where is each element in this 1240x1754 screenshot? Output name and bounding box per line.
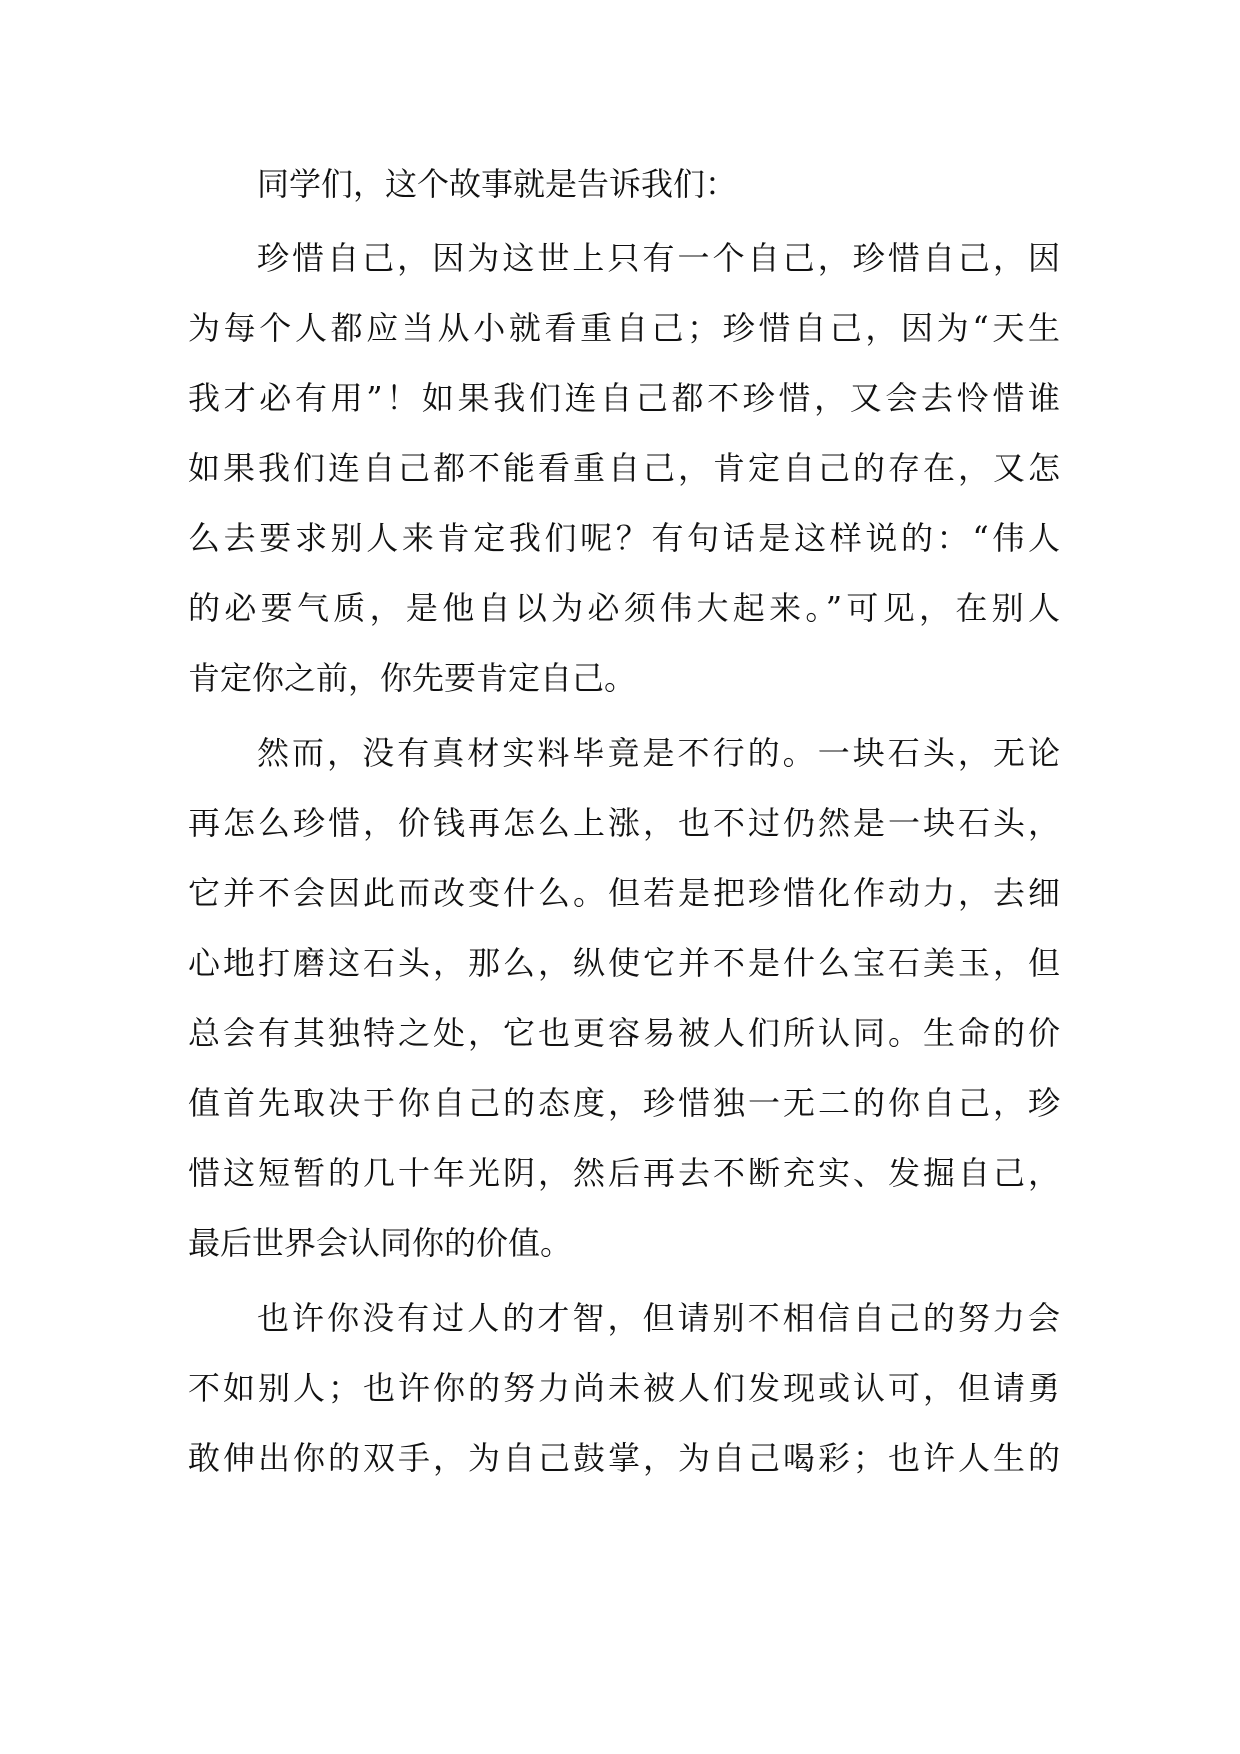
text-line: 同学们，这个故事就是告诉我们： [257, 165, 738, 203]
text-line: 惜这短暂的几十年光阴，然后再去不断充实、发掘自己， [188, 1154, 1060, 1192]
text-line: 它并不会因此而改变什么。但若是把珍惜化作动力，去细 [188, 874, 1060, 912]
text-line: 么去要求别人来肯定我们呢？有句话是这样说的：“伟人 [188, 519, 1060, 557]
text-line: 值首先取决于你自己的态度，珍惜独一无二的你自己，珍 [188, 1084, 1060, 1122]
text-line: 为每个人都应当从小就看重自己；珍惜自己，因为“天生 [188, 309, 1060, 347]
text-line: 珍惜自己，因为这世上只有一个自己，珍惜自己，因 [257, 239, 1060, 277]
text-line: 最后世界会认同你的价值。 [188, 1224, 573, 1262]
text-line: 总会有其独特之处，它也更容易被人们所认同。生命的价 [188, 1014, 1060, 1052]
text-line: 也许你没有过人的才智，但请别不相信自己的努力会 [257, 1299, 1060, 1337]
text-line: 敢伸出你的双手，为自己鼓掌，为自己喝彩；也许人生的 [188, 1439, 1060, 1477]
text-line: 再怎么珍惜，价钱再怎么上涨，也不过仍然是一块石头， [188, 804, 1060, 842]
text-line: 我才必有用”！如果我们连自己都不珍惜，又会去怜惜谁 [188, 379, 1060, 417]
text-line: 如果我们连自己都不能看重自己，肯定自己的存在，又怎 [188, 449, 1060, 487]
text-line: 不如别人；也许你的努力尚未被人们发现或认可，但请勇 [188, 1369, 1060, 1407]
text-line: 的必要气质，是他自以为必须伟大起来。”可见，在别人 [188, 589, 1060, 627]
text-line: 心地打磨这石头，那么，纵使它并不是什么宝石美玉，但 [188, 944, 1060, 982]
text-line: 肯定你之前，你先要肯定自己。 [188, 659, 637, 697]
text-line: 然而，没有真材实料毕竟是不行的。一块石头，无论 [257, 734, 1060, 772]
